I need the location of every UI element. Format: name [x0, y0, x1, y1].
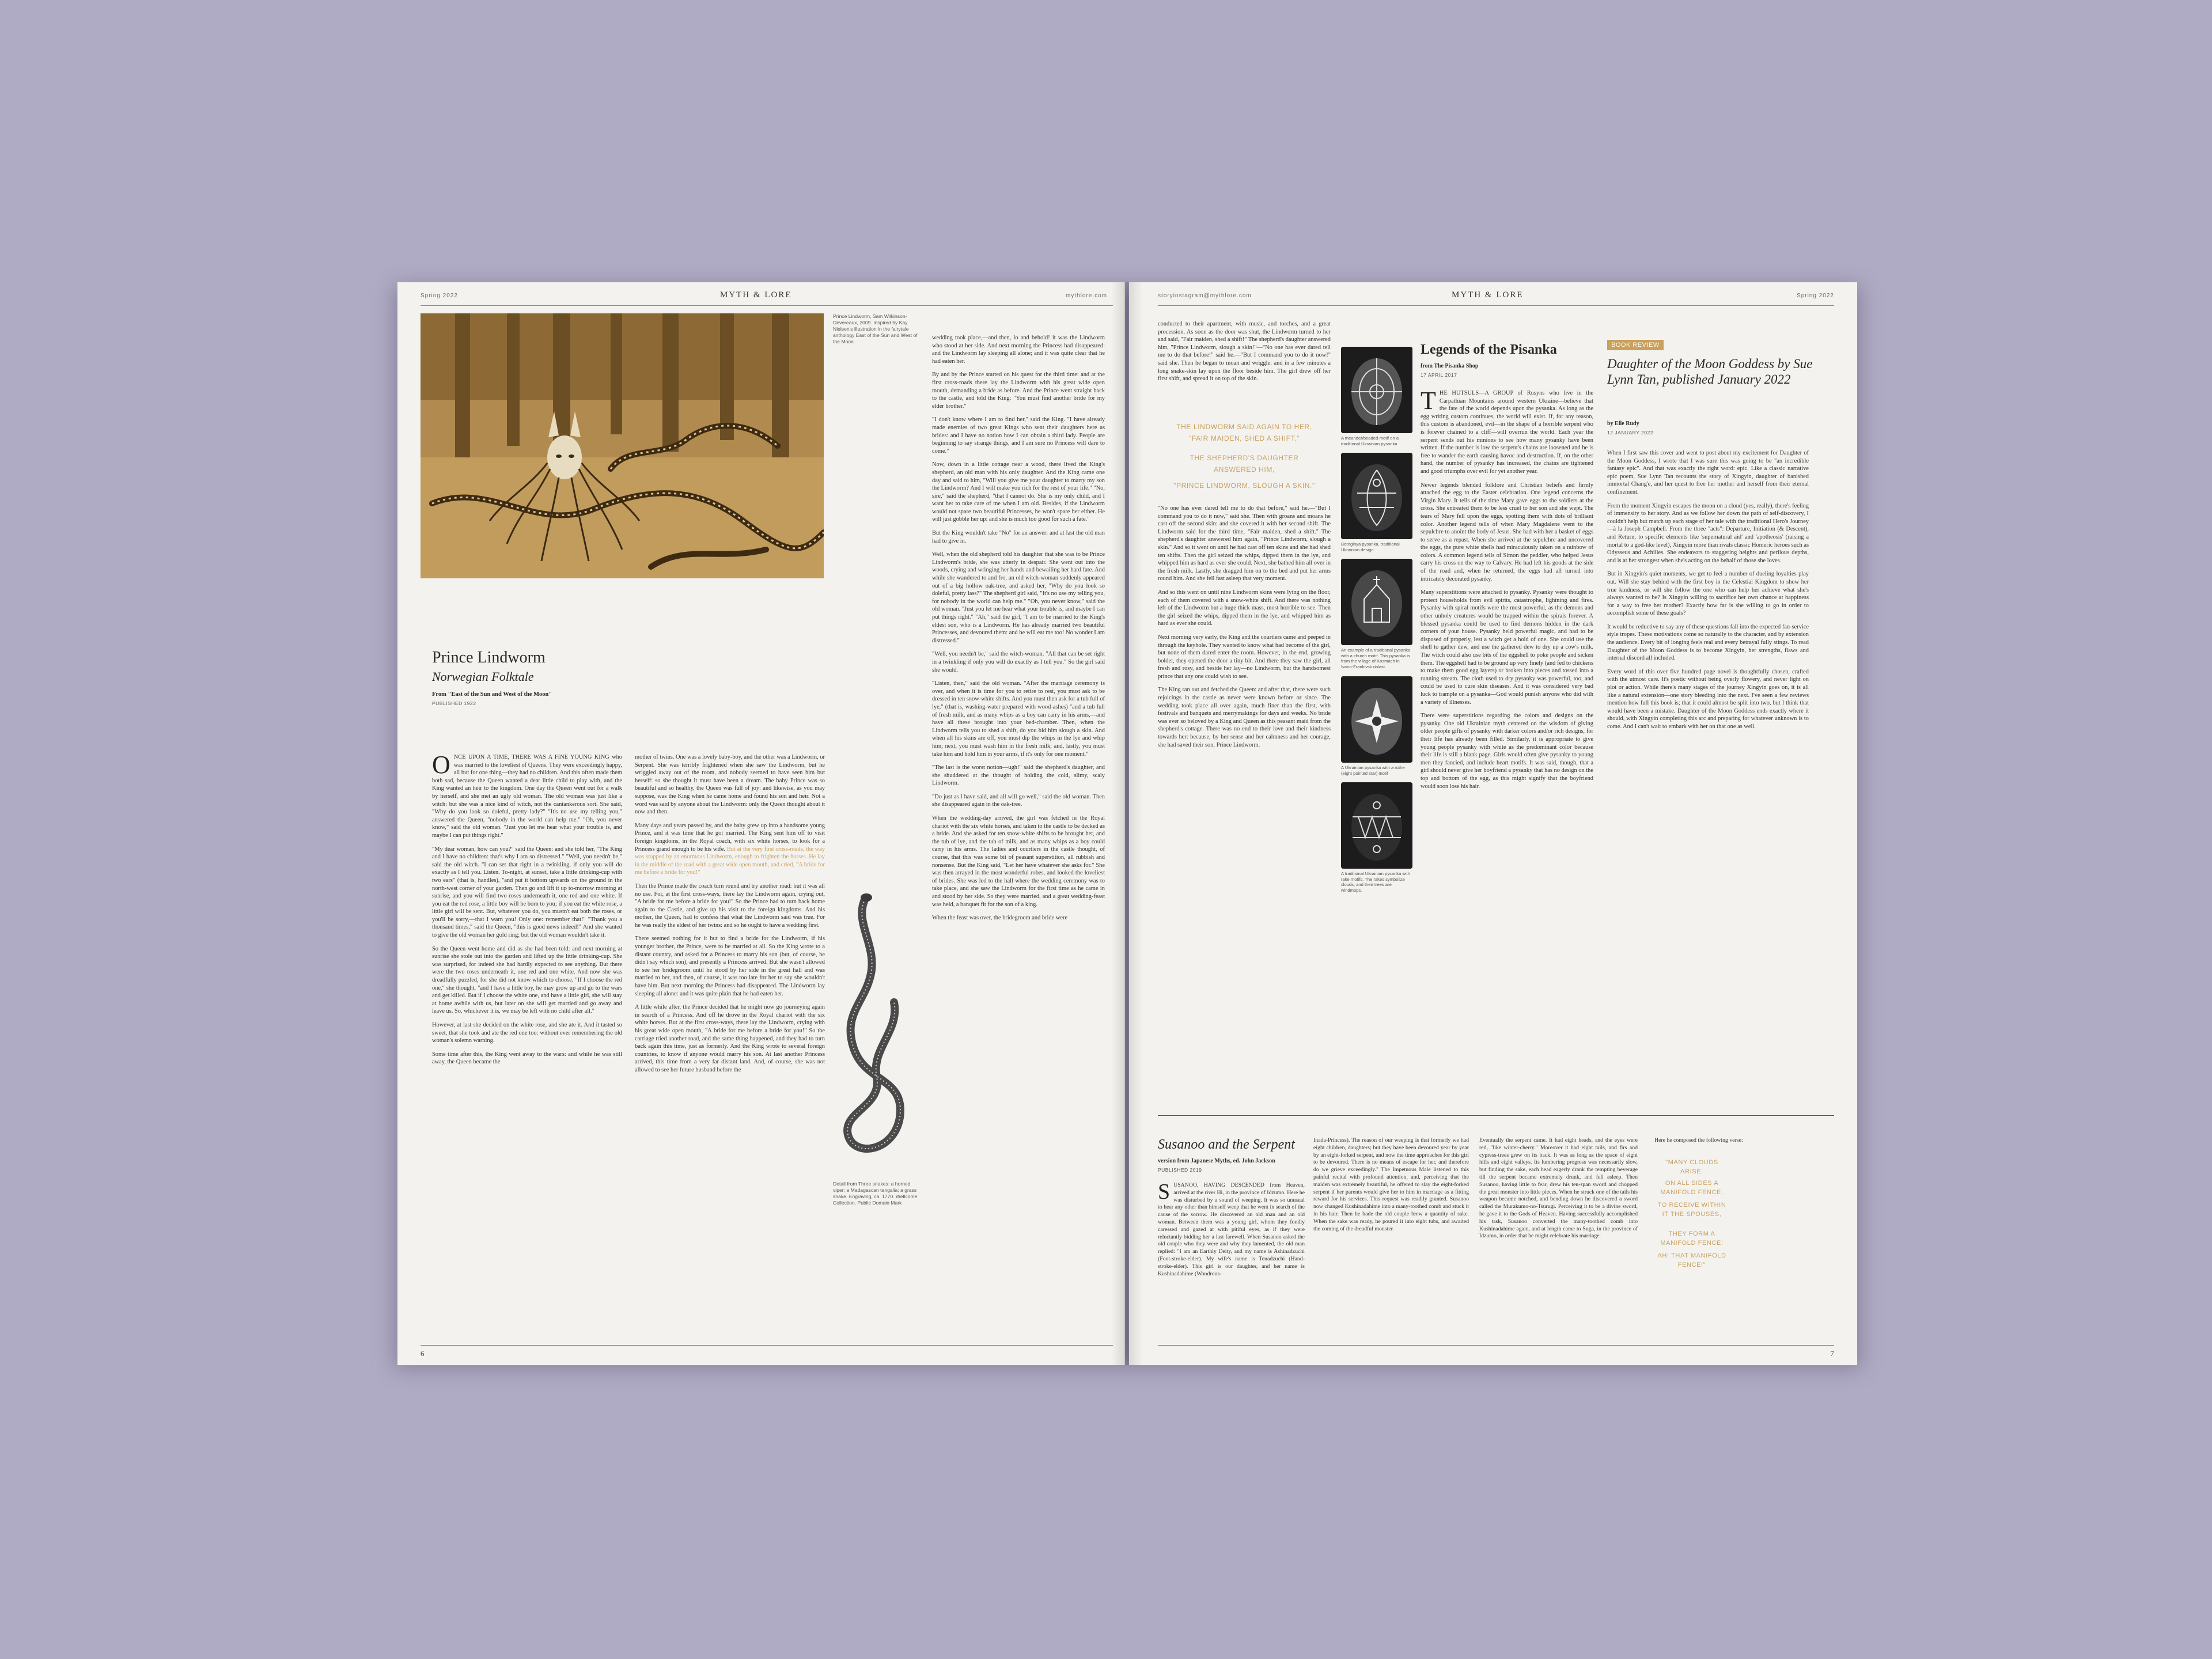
pisanka-drop-cap: T [1421, 387, 1436, 415]
lindworm-continued-top [1158, 320, 1331, 389]
review-title: Daughter of the Moon Goddess by Sue Lynn Tan, published January 2022 [1607, 357, 1813, 387]
pull-quote-line-3: THE SHEPHERD'S DAUGHTER [1190, 454, 1299, 462]
pysanka-photo-5 [1341, 782, 1412, 869]
pisanka-p2: Newer legends blended folklore and Christian beliefs and firmly attached the egg to the Easter celebration. One legend concerns the Virgin Mary. It tells of the time Mary gave eggs to the soldiers at the cross. She entreated them to be less cruel to her son and she wept. The tears of Mary fell upon the eggs, spotting them with dots of brilliant color. Another legend tells of when Mary Magdalene went to the sepulchre to anoint the body of Jesus. She had with her a basket of eggs to serve as a repast. When she arrived at the sepulchre and uncovered the eggs, the pure white shells had miraculously taken on a rainbow of colors. A common legend tells of Simon the peddler, who helped Jesus carry his cross on the way to Calvary. He had left his goods at the side of the road and, when he returned, the eggs had all turned into intricately decorated pysanky. [1421, 482, 1593, 582]
lindworm-col3-p10: "Do just as I have said, and all will go well," said the old woman. Then she disappeared again in the oak-tree. [932, 793, 1105, 808]
article-source: From "East of the Sun and West of the Moon" [432, 691, 552, 698]
lindworm-col3-p7: "Well, you needn't be," said the witch-woman. "All that can be set right in a twinkling if only you will do exactly as I tell you." So the girl said she would. [932, 651, 1105, 673]
lindworm-illustration-svg [421, 313, 824, 578]
masthead-right: MYTH & LORE [1452, 290, 1524, 300]
pisanka-date: 17 APRIL 2017 [1421, 372, 1457, 378]
lindworm-col3-p3: "I don't know where I am to find her," said the King. "I have already made enemies of two great Kings who sent their daughters here as brides: and I have no notion how I can obtain a third lady. People are beginning to say strange things, and I am sure no Princess will dare to come." [932, 416, 1105, 454]
footer-rule-right [1158, 1345, 1834, 1346]
article-published: PUBLISHED 1922 [432, 700, 476, 706]
pull-quote-line-2: "FAIR MAIDEN, SHED A SHIFT." [1188, 434, 1300, 442]
running-head-email: storyinstagram@mythlore.com [1158, 293, 1252, 299]
pysanka-photo-4 [1341, 676, 1412, 763]
left-page [397, 282, 1125, 1365]
lindworm-cont-p5: The King ran out and fetched the Queen: and after that, there were such rejoicings in the castle as never were known before or since. The wedding took place all over again, much finer than the first, with festivals and banquets and merrymakings for days and weeks. No bride was ever so beloved by a King and Queen as this peasant maid from the shepherd's cottage. There was no end to their love and their kindness towards her: because, by her sense and her calmness and her courage, she had saved their son, Prince Lindworm. [1158, 687, 1331, 748]
susanoo-source: version from Japanese Myths, ed. John Jackson [1158, 1158, 1275, 1164]
illustration-caption: Prince Lindworm, Sam Wilkinson-Devereaux, 2009. Inspired by Kay Nielsen's illustration in the fairytale anthology East of the Sun and West of the Moon. [833, 313, 918, 344]
snake-caption: Detail from Three snakes: a horned viper; a Madagascan tangalia; a grass snake. Engraving, ca. 1770. Wellcome Collection. Public Domain Mark [833, 1181, 918, 1206]
review-p4: It would be reductive to say any of these questions fall into the expected fan-service style tropes. These motivations come so naturally to the character, and by extension the audience. Every bit of longing feels real and every betrayal fully stings. To read Daughter of the Moon Goddess is to become Xingyin, her strengths, flaws and internal discord all included. [1607, 623, 1809, 662]
susanoo-published: PUBLISHED 2019 [1158, 1167, 1202, 1173]
susanoo-col1-p: SUSANOO, HAVING DESCENDED from Heaven, arrived at the river Hi, in the province of Idzumo. Here he was disturbed by a sound of weeping. It was so unusual to hear any other than himself weep that he went in search of the cause of the sorrow. He discovered an old man and an old woman. Between them was a young girl, whom they fondly caressed and gazed at with pitiful eyes, as if they were reluctantly bidding her a last farewell. When Susanoo asked the old couple who they were and why they lamented, the old man replied: "I am an Earthly Deity, and my name is Ashinadzuchi (Foot-stroke-elder). My wife's name is Tenadzuchi (Hand-stroke-elder). This girl is our daughter, and her name is Kushinadahime (Wondrous- [1158, 1180, 1305, 1277]
snake-engraving-svg [831, 887, 929, 1175]
lindworm-column-3 [932, 334, 1105, 928]
article-subtitle: Norwegian Folktale [432, 669, 534, 684]
pysanka-caption-2: Bereginya pysanka, traditional Ukrainian design [1341, 541, 1400, 552]
susanoo-drop-cap: S [1158, 1180, 1171, 1204]
highlighted-passage: But at the very first cross-roads, the way was stopped by an enormous Lindworm, enough to frighten the horses. He lay in the middle of the road with a great wide open mouth, and cried, "A bride for me before a bride for you!" [635, 846, 825, 876]
pysanka-caption-4: A Ukrainian pysanka with a ruthe (eight pointed star) motif [1341, 765, 1405, 776]
lindworm-column-2 [635, 753, 825, 1080]
prince-lindworm-illustration [421, 313, 824, 578]
lindworm-col3-p1: wedding took place,—and then, lo and behold! it was the Lindworm who stood at her side. And next morning the Princess had disappeared: and the Lindworm lay sleeping all alone; and it was quite clear that he had eaten her. [932, 335, 1105, 365]
pisanka-body [1421, 389, 1593, 796]
pysanka-egg-1 [1341, 347, 1412, 433]
susanoo-column-3: Eventually the serpent came. It had eight heads, and the eyes were red, "like winter-cherry." Moreover it had eight tails, and firs and cypress-trees grew on its back. It was as long as the space of eight hills and eight valleys. Its lumbering progress was necessarily slow, but finding the sake, each head eagerly drank the tempting beverage till the serpent became extremely drunk, and fell asleep. Then Susanoo, having little to fear, drew his ten-span sword and chopped the great monster into little pieces. When he struck one of the tails his weapon became notched, and bending down he discovered a sword called the Murakumo-no-Tsurugi. Perceiving it to be a divine sword, he gave it to the Gods of Heaven. Having successfully accomplished his task, Susanoo converted the many-toothed comb into Kushinadahime again, and at length came to Suga, in the province of Idzumo, in order that he might celebrate his marriage. [1479, 1137, 1638, 1240]
lindworm-cont-p3: And so this went on until nine Lindworm skins were lying on the floor, each of them covered with a snow-white shift. And there was nothing left of the Lindworm but a huge thick mass, most horrible to see. Then the girl seized the whips, dipped them in the lye, and whipped him as hard as ever she could. [1158, 589, 1331, 627]
lindworm-col1-p1: ONCE UPON A TIME, THERE WAS A FINE YOUNG KING who was married to the loveliest of Queens. They were exceedingly happy, all but for one thing—they had no children. And this often made them both sad, because the Queen wanted a dear little child to play with, and the King wanted an heir to the kingdom. One day the Queen went out for a walk by herself, and she met an ugly old woman. The old woman was just like a witch: but she was a nice kind of witch, not the cantankerous sort. She said, "Why do you look so doleful, pretty lady?" "It's no use my telling you," answered the Queen, "nobody in the world can help me." "Oh, you never know," said the old woman. "Just you let me hear what your trouble is, and maybe I can put things right." [432, 751, 622, 839]
magazine-spread [397, 282, 1857, 1365]
lindworm-col1-p4: However, at last she decided on the white rose, and she ate it. And it tasted so sweet, that she took and ate the red one too: without ever remembering the old woman's solemn warning. [432, 1022, 622, 1044]
lindworm-cont-p4: Next morning very early, the King and the courtiers came and peeped in through the keyhole. They wanted to know what had become of the girl, but none of them dared enter the room. However, in the end, growing bolder, they opened the door a tiny bit. And there they saw the girl, all fresh and rosy, and beside her lay—no Lindworm, but the handsomest prince that any one could wish to see. [1158, 634, 1331, 680]
susanoo-column-1 [1158, 1182, 1305, 1283]
lindworm-col1-p2: "My dear woman, how can you?" said the Queen: and she told her, "The King and I have no children: that's why I am so distressed." "Well, you needn't be," said the old witch. "I can set that right in a twinkling, if only you will do exactly as I tell you. Listen. To-night, at sunset, take a little drinking-cup with two ears" (that is, handles), "and put it bottom upwards on the ground in the north-west corner of your garden. Then go and lift it up to-morrow morning at sunrise, and you will find two roses underneath it, one red and one white. If you eat the red rose, a little boy will be born to you; if you eat the white rose, a little girl will be sent. But, whatever you do, you mustn't eat both the roses, or you'll be sorry,—that I warn you! Only one: remember that!" "Thank you a thousand times," said the Queen, "this is good news indeed!" And she wanted to give the old woman her gold ring; but the old woman wouldn't take it. [432, 846, 622, 939]
pisanka-p3: Many superstitions were attached to pysanky. Pysanky were thought to protect households from evil spirits, catastrophe, lightning and fires. Pysanky with spiral motifs were the most powerful, as the demons and other unholy creatures would be trapped within the spirals forever. A blessed pysanka could be used to find demons hidden in the dark corners of your house. Pysanky held powerful magic, and had to be disposed of properly, lest a witch get a hold of one. She could use the shell to gather dew, and use the gathered dew to dry up a cow's milk. The witch could also use bits of the eggshell to poke people and sicken them. The eggshell had to be ground up very finely (and fed to chickens to make them good egg layers) or broken into pieces and tossed into a running stream. The cloth used to dry pysanky was powerful, too, and could be used to cure skin diseases. And it was considered very bad luck to trample on a pysanka—God would punish anyone who did with a variety of illnesses. [1421, 589, 1593, 706]
verse-line-2: ON ALL SIDES A MANIFOLD FENCE, [1660, 1180, 1724, 1196]
lindworm-col3-p9: "The last is the worst notion—ugh!" said the shepherd's daughter, and she shuddered at the thought of holding the cold, slimy, scaly Lindworm. [932, 764, 1105, 787]
review-date: 12 JANUARY 2022 [1607, 430, 1653, 435]
pisanka-title: Legends of the Pisanka [1421, 342, 1557, 357]
verse-line-4: THEY FORM A MANIFOLD FENCE: [1660, 1230, 1724, 1247]
lindworm-col1-p5: Some time after this, the King went away to the wars: and while he was still away, the Queen became the [432, 1051, 622, 1066]
lindworm-col2-p5: A little while after, the Prince decided that he might now go journeying again in search of a Princess. And off he drove in the Royal chariot with the six white horses. But at the first cross-ways, there lay the Lindworm, crying with his great wide open mouth, "A bride for me before a bride for you!" So the carriage tried another road, and the same thing happened, and they had to turn back again this time, just as formerly. And the King wrote to several foreign countries, to know if anyone would marry his son. At last another Princess arrived, this time from a very far distant land. And, of course, she was not allowed to see her future husband before the [635, 1004, 825, 1073]
susanoo-title: Susanoo and the Serpent [1158, 1137, 1295, 1152]
verse-line-3: TO RECEIVE WITHIN IT THE SPOUSES, [1657, 1202, 1726, 1218]
pysanka-photo-2 [1341, 453, 1412, 539]
pysanka-caption-1: A meander/beaded-motif on a traditional Ukrainian pysanka [1341, 435, 1399, 446]
lindworm-col3-p8: "Listen, then," said the old woman. "After the marriage ceremony is over, and when it is time for you to retire to rest, you must ask to be dressed in ten snow-white shifts. And you must then ask for a tub full of lye," (that is, washing-water prepared with wood-ashes) "and a tub full of fresh milk, and as many whips as a boy can carry in his arms,—and have all these brought into your bed-chamber. Then, when the Lindworm tells you to shed a shift, do you bid him slough a skin. And when all his skins are off, you must dip the whips in the lye and whip him; next, you must wash him in the fresh milk; and, lastly, you must take him and hold him in your arms, if it's only for one moment." [932, 680, 1105, 757]
lindworm-col3-p6: Well, when the old shepherd told his daughter that she was to be Prince Lindworm's bride, she was utterly in despair. She went out into the woods, crying and wringing her hands and bewailing her hard fate. And while she wandered to and fro, an old witch-woman suddenly appeared out of a big hollow oak-tree, and asked her, "Why do you look so doleful, pretty lass?" The shepherd girl said, "It's no use my telling you, for nobody in the world can help me." "Oh, you never know," said the old woman. "Just you let me hear what your trouble is, and maybe I can put things right." "Ah," said the girl, "I am to be married to the King's eldest son, who is a Lindworm. He has already married two beautiful Princesses, and devoured them: and he will eat me too! No wonder I am distressed." [932, 551, 1105, 644]
running-head-season-right: Spring 2022 [1797, 293, 1834, 299]
lindworm-col2-p4: There seemed nothing for it but to find a bride for the Lindworm, if his younger brother, the Prince, were to be married at all. So the King wrote to a distant country, and asked for a Princess to marry his son (but, of course, he didn't say which son), and presently a Princess arrived. But she wasn't allowed to see her bridegroom until he stood by her side in the great hall and was married to her, and then, of course, it was too late for her to say she wouldn't have him. But next morning the Princess had disappeared. The Lindworm lay sleeping all alone: and it was quite plain that he had eaten her. [635, 935, 825, 997]
article-title: Prince Lindworm [432, 649, 546, 666]
header-rule [421, 305, 1113, 306]
running-head-season: Spring 2022 [421, 293, 458, 299]
book-review-badge: BOOK REVIEW [1607, 340, 1664, 350]
pisanka-p4: There were superstitions regarding the colors and designs on the pysanky. One old Ukrainian myth centered on the wisdom of giving older people gifts of pysanky with darker colors and/or rich designs, for their life has already been filled. Similarly, it is appropriate to give young people pysanky with white as the predominant color because their life is still a blank page. Girls would often give pysanky to young men they fancied, and include heart motifs. It was said, though, that a girl should never give her boyfriend a pysanky that has no design on the top and bottom of the egg, as this might signify that the boyfriend would soon lose his hair. [1421, 713, 1593, 790]
review-byline: by Elle Rudy [1607, 421, 1639, 427]
pisanka-p1: THE HUTSULS—A GROUP of Rusyns who live in the Carpathian Mountains around western Ukraine—believe that the fate of the world depends upon the pysanka. As long as the egg writing custom continues, the world will exist. If, for any reason, this custom is abandoned, evil—in the shape of a horrible serpent who is forever chained to a cliff—will overrun the world. Each year the serpent sends out his minions to see how many pysanky have been written. If the number is low the serpent's chains are loosened and he is free to wander the earth causing havoc and destruction. If, on the other hand, the number of pysanky has increased, the chains are tightened and good triumphs over evil for yet another year. [1421, 387, 1593, 475]
verse-line-5: AH! THAT MANIFOLD FENCE!" [1657, 1252, 1726, 1268]
pysanka-caption-3: An example of a traditional pysanka with a church motif. This pysanka is from the village of Kosmach in Ivano-Frankivsk oblast. [1341, 647, 1411, 669]
pull-quote-line-1: THE LINDWORM SAID AGAIN TO HER, [1176, 423, 1312, 431]
lindworm-col2-p3: Then the Prince made the coach turn round and try another road: but it was all no use. For, at the first cross-ways, there lay the Lindworm again, crying out, "A bride for me before a bride for you!" So the Prince had to turn back home again to the Castle, and give up his visit to the foreign kingdoms. And his mother, the Queen, had to confess that what the Lindworm said was true. For he was really the eldest of her twins: and so he ought to have a wedding first. [635, 882, 825, 929]
pysanka-photo-3 [1341, 559, 1412, 645]
lindworm-cont-p2: "No one has ever dared tell me to do that before," said he.—"But I command you to do it now," said she. Then with groans and moans he cast off the second skin: and she covered it with her second shift. The Lindworm said for the third time, "Fair maiden, shed a shift." The shepherd's daughter answered him again, "Prince Lindworm, slough a skin." And so it went on until he had cast off ten skins and she had shed ten shifts. Then the girl seized the whips, dipped them in the lye, and whipped him as hard as ever she could. Next, she bathed him all over in the fresh milk. Lastly, she dragged him on to the bed and put her arms round him. And she fell fast asleep that very moment. [1158, 505, 1331, 582]
susanoo-column-2: Inada-Princess). The reason of our weeping is that formerly we had eight children, daughters; but they have been devoured year by year by an eight-forked serpent, and now the time approaches for this girl to be devoured. There is no means of escape for her, and therefore do we grieve exceedingly." The Impetuous Male listened to this painful recital with profound attention, and, perceiving that the maiden was extremely beautiful, he offered to slay the eight-forked serpent if her parents would give her to him in marriage as a fitting reward for his services. This request was readily granted. Susanoo now changed Kushinadahime into a many-toothed comb and stuck it in his hair. Then he bade the old couple brew a quantity of sake. When the sake was ready, he poured it into eight tubs, and awaited the coming of the dreadful monster. [1313, 1137, 1469, 1232]
page-number-left: 6 [421, 1349, 425, 1358]
lindworm-col3-p11: When the wedding-day arrived, the girl was fetched in the Royal chariot with the six white horses, and taken to the castle to be decked as a bride. And she asked for ten snow-white shifts to be brought her, and the tub of lye, and the tub of milk, and as many whips as a boy could carry in his arms. The ladies and courtiers in the castle thought, of course, that this was some bit of peasant superstition, all rubbish and nonsense. But the King said, "Let her have whatever she asks for." She was then arrayed in the most wonderful robes, and looked the loveliest of brides. She was led to the hall where the wedding ceremony was to take place, and she saw the Lindworm for the first time as he came in and stood by her side. So they were married, and a great wedding-feast was held, a banquet fit for the son of a king. [932, 815, 1105, 908]
pull-quote-line-4: ANSWERED HIM, [1214, 465, 1275, 474]
verse-intro: Here he composed the following verse: [1654, 1137, 1743, 1143]
section-divider [1158, 1115, 1834, 1116]
header-rule-right [1158, 305, 1834, 306]
footer-rule [421, 1345, 1113, 1346]
pull-quote-line-5: "PRINCE LINDWORM, SLOUGH A SKIN." [1173, 482, 1315, 490]
verse-line-1: "MANY CLOUDS ARISE. [1665, 1159, 1718, 1175]
review-p1: When I first saw this cover and went to post about my excitement for Daughter of the Moon Goddess, I wrote that I was sure this was going to be "an incredible fantasy epic". And that was exactly the right word: epic. Like a classic narrative epic poem, Sue Lynn Tan recounts the story of Xingyin, daughter of banished immortal Chang'e, and her quest to free her mother and herself from their eternal confinement. [1607, 450, 1809, 495]
lindworm-col2-p2: Many days and years passed by, and the baby grew up into a handsome young Prince, and it was time that he got married. The King sent him off to visit foreign kingdoms, in the Royal coach, with six white horses, to look for a Princess grand enough to be his wife. But at the very first cross-roads, the way was stopped by an enormous Lindworm, enough to frighten the horses. He lay in the middle of the road with a great wide open mouth, and cried, "A bride for me before a bride for you!" [635, 822, 825, 876]
lindworm-continued-bottom [1158, 505, 1331, 755]
lindworm-col3-p12: When the feast was over, the bridegroom and bride were [932, 915, 1068, 922]
lindworm-col1-p3: So the Queen went home and did as she had been told: and next morning at sunrise she stole out into the garden and lifted up the little drinking-cup. She was surprised, for indeed she had hardly expected to see anything. But there were the two roses underneath it, one red and one white. And now she was dreadfully puzzled, for she did not know which to choose. "If I choose the red one," she thought, "and I have a little boy, he may grow up and go to the wars and get killed. But if I choose the white one, and have a little girl, she will stay at home awhile with us, but later on she will get married and go away and leave us. So, whichever it is, we may be left with no child after all." [432, 945, 622, 1015]
masthead: MYTH & LORE [720, 290, 792, 300]
review-p2: From the moment Xingyin escapes the moon on a cloud (yes, really), there's feeling of immensity to her story. And as we follow her down the path of self-discovery, I couldn't help but match up each stage of her tale with the traditional Hero's Journey—à la Joseph Campbell. From the three "acts": Departure, Initiation (& Descent), and Return; to specific elements like 'supernatural aid' and 'apotheosis' (raising a mortal to a god-like level), Xingyin more than rivals classic Homeric heroes such as Odysseus and Achilles. She endeavors to staggering heights and perilous depths, and is at her strongest when she's acting on the behalf of those she loves. [1607, 502, 1809, 564]
running-head-site: mythlore.com [1065, 293, 1107, 299]
lindworm-col3-p4: Now, down in a little cottage near a wood, there lived the King's shepherd, an old man with his only daughter. And the King came one day and said to him, "Will you give me your daughter to marry my son the Lindworm? And I will make you rich for the rest of your life." "No, sire," said the shepherd, "that I cannot do. She is my only child, and I want her to take care of me when I am old. Besides, if the Lindworm would not spare two beautiful Princesses, he won't spare her either. He will just gobble her up: and she is much too good for such a fate." [932, 461, 1105, 523]
pysanka-egg-3 [1341, 559, 1412, 645]
lindworm-col3-p2: By and by the Prince started on his quest for the third time: and at the first cross-roads there lay the Lindworm with his great wide open mouth, demanding a bride as before. And the Prince went straight back to the castle, and told the King: "You must find another bride for my elder brother." [932, 372, 1105, 410]
page-number-right: 7 [1830, 1349, 1834, 1358]
review-body [1607, 449, 1809, 737]
pysanka-caption-5: A traditional Ukrainian pysanka with rake motifs. The rakes symbolize clouds, and their trees are windmops. [1341, 871, 1410, 893]
lindworm-col2-p1: mother of twins. One was a lovely baby-boy, and the other was a Lindworm, or Serpent. She was terribly frightened when she saw the Lindworm, but he wriggled away out of the room, and nobody seemed to have seen him but herself: so she thought it must have been a dream. The baby Prince was so beautiful and so healthy, the Queen was full of joy: and likewise, as you may suppose, was the King when he came home and found his son and heir. Not a word was said by anyone about the Lindworm: only the Queen thought about it now and then. [635, 754, 825, 816]
lindworm-cont-p1: conducted to their apartment, with music, and torches, and a great procession. As soon as the door was shut, the Lindworm turned to her and said, "Fair maiden, shed a shift!" The shepherd's daughter answered him, "Prince Lindworm, slough a skin!"—"No one has ever dared tell me to do that before!" said he.—"But I command you to do it now!" said she. Then he began to moan and wriggle: and in a few minutes a long snake-skin lay upon the floor beside him. The girl drew off her first shift, and spread it on top of the skin. [1158, 321, 1331, 382]
lindworm-column-1 [432, 753, 622, 1072]
pysanka-egg-4 [1341, 676, 1412, 763]
pysanka-egg-2 [1341, 453, 1412, 539]
spine-gutter [1112, 282, 1143, 1365]
snake-engraving [831, 887, 929, 1175]
pysanka-photo-1 [1341, 347, 1412, 433]
review-p3: But in Xingyin's quiet moments, we get to feel a number of dueling loyalties play out. Will she stay behind with the first boy in the Celestial Kingdom to show her true kindness, or will she follow the one who can help her achieve what she's always wanted to be? Is Xingyin willing to sacrifice her own chance at happiness for a way to free her mother? Exactly how far is she willing to go in order to accomplish some of these goals? [1607, 571, 1809, 617]
drop-cap: O [432, 751, 450, 779]
right-page [1129, 282, 1857, 1365]
lindworm-col3-p5: But the King wouldn't take "No" for an answer: and at last the old man had to give in. [932, 530, 1105, 544]
review-p5: Every word of this over five hundred page novel is thoughtfully chosen, crafted with the utmost care. It's poetic without being overly flowery, and never light on plot or action. While there's many stages of the journey Xingyin goes on, it is all like a natural extension—one story bleeding into the next. I've seen a few reviews mention how full this book is; that it could almost be split into two, but I think that would have been a mistake. Daughter of the Moon Goddess ends exactly where it should, with Xingyin completing this arc and preparing for whatever unknown is to come. And I can't wait to embark with her on that one as well. [1607, 668, 1809, 730]
pysanka-egg-5 [1341, 782, 1412, 869]
pisanka-source: from The Pisanka Shop [1421, 363, 1479, 369]
